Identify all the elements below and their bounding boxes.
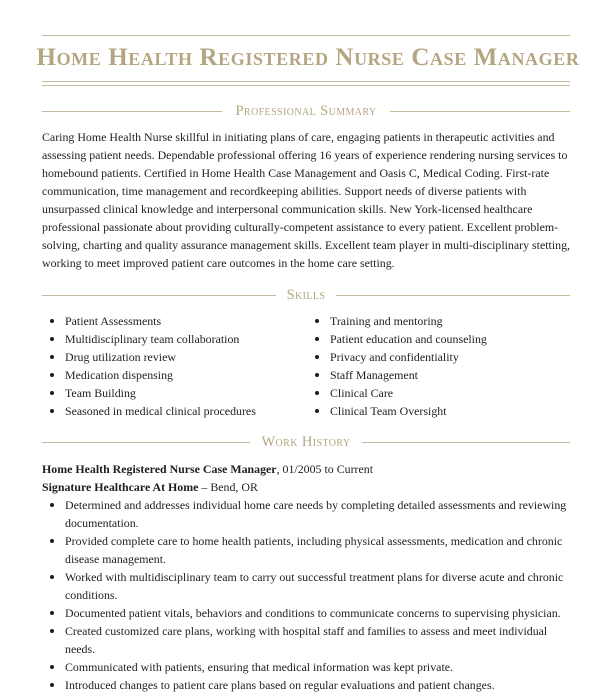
- work-history-section-header: [42, 434, 570, 450]
- header-rule-right: [362, 442, 570, 443]
- duty-item: Created customized care plans, working with hospital staff and families to assess and meet individual needs.: [42, 622, 572, 658]
- duty-item: Provided complete care to home health patients, including physical assessments, medication and chronic disease management.: [42, 532, 572, 568]
- skill-item: Medication dispensing: [42, 366, 304, 384]
- title-bottom-rule-2: [42, 85, 570, 86]
- work-history-heading: Work History: [261, 434, 351, 450]
- title-top-rule: [42, 35, 570, 36]
- job-dates: , 01/2005 to Current: [276, 462, 374, 476]
- skill-item: Training and mentoring: [307, 312, 569, 330]
- skill-item: Patient Assessments: [42, 312, 304, 330]
- summary-text: Caring Home Health Nurse skillful in initiating plans of care, engaging patients in therapeutic activities and assessing patient needs. Dependable professional offering 16 years of experience rendering nursing services to homebound patients. Certified in Home Health Case Management and Oasis C, Medical Coding. First-rate communication, time management and recordkeeping abilities. Support needs of diverse patients with unsurpassed clinical knowledge and interpersonal communication skills. New York-licensed healthcare professional passionate about providing culturally-competent assistance to every patient. Excellent problem-solving, charting and quality assurance management skills. Excellent team player in multi-disciplinary stetting, working to meet improved patient care outcomes in the home care setting.: [42, 130, 571, 270]
- job-title-line: [42, 460, 373, 478]
- skill-item: Team Building: [42, 384, 304, 402]
- duty-item: Determined and addresses individual home care needs by completing detailed assessments and reviewing documentation.: [42, 496, 572, 532]
- skill-item: Clinical Care: [307, 384, 569, 402]
- duty-item: Introduced changes to patient care plans based on regular evaluations and patient changes.: [42, 676, 572, 694]
- duty-item: Documented patient vitals, behaviors and conditions to communicate concerns to supervising physician.: [42, 604, 572, 622]
- header-rule-right: [390, 111, 570, 112]
- job-duties-list: [42, 496, 572, 694]
- skill-item: Drug utilization review: [42, 348, 304, 366]
- skill-item: Privacy and confidentiality: [307, 348, 569, 366]
- job-title: Home Health Registered Nurse Case Manager: [42, 462, 277, 476]
- header-rule-right: [336, 295, 570, 296]
- skill-item: Patient education and counseling: [307, 330, 569, 348]
- skill-item: Multidisciplinary team collaboration: [42, 330, 304, 348]
- skills-section-header: [42, 287, 570, 303]
- summary-section-header: [42, 103, 570, 119]
- title-bottom-rule: [42, 81, 570, 82]
- skills-heading: Skills: [286, 287, 326, 303]
- duty-item: Communicated with patients, ensuring that medical information was kept private.: [42, 658, 572, 676]
- summary-heading: Professional Summary: [235, 103, 377, 119]
- skill-item: Seasoned in medical clinical procedures: [42, 402, 304, 420]
- employer-name: Signature Healthcare At Home: [42, 480, 199, 494]
- skills-list-left: [42, 312, 304, 420]
- resume-title: Home Health Registered Nurse Case Manager: [36, 44, 580, 71]
- skill-item: Clinical Team Oversight: [307, 402, 569, 420]
- employer-location: – Bend, OR: [198, 480, 258, 494]
- duty-item: Worked with multidisciplinary team to carry out successful treatment plans for diverse acute and chronic conditions.: [42, 568, 572, 604]
- skill-item: Staff Management: [307, 366, 569, 384]
- skills-list-right: [307, 312, 569, 420]
- employer-line: [42, 478, 258, 496]
